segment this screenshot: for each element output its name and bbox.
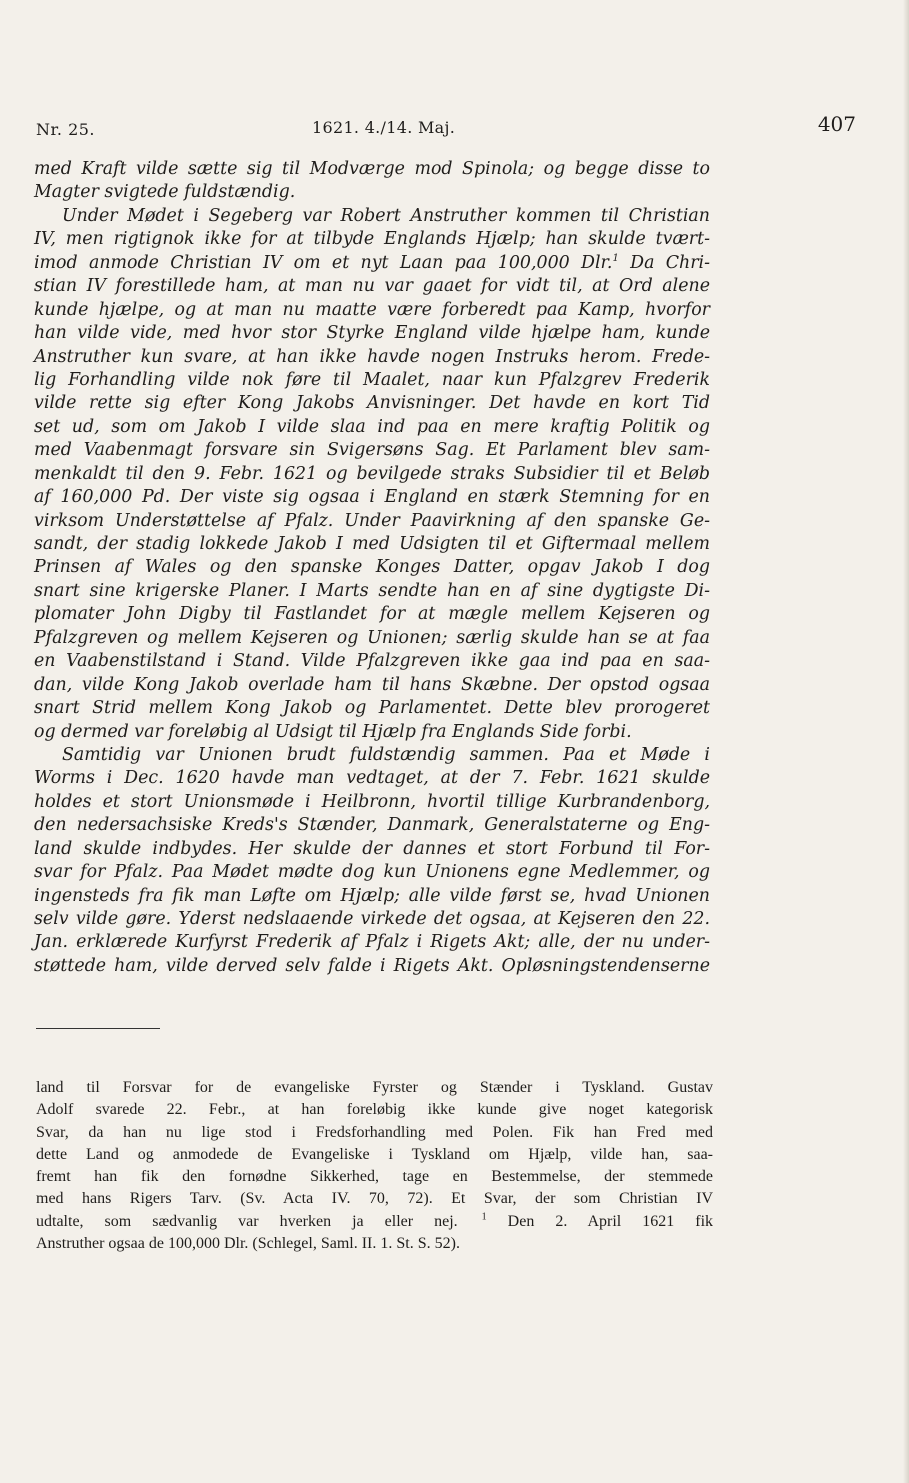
text-line: snart sine krigerske Planer. I Marts sendte han en af sine dygtigste Di- bbox=[34, 580, 710, 601]
running-header bbox=[36, 112, 856, 142]
footnote-line: Svar, da han nu lige stod i Fredsforhandling med Polen. Fik han Fred med bbox=[36, 1123, 713, 1141]
text-line bbox=[34, 252, 710, 275]
text-line: stian IV forestillede ham, at man nu var gaaet for vidt til, at Ord alene bbox=[34, 276, 710, 297]
header-date: 1621. 4./14. Maj. bbox=[312, 118, 456, 137]
text-segment: Den 2. April 1621 fik bbox=[507, 1212, 714, 1230]
text-line: Samtidig var Unionen brudt fuldstændig sammen. Paa et Møde i bbox=[62, 744, 710, 765]
footnote-line: Adolf svarede 22. Febr., at han foreløbig ikke kunde give noget kategorisk bbox=[36, 1101, 713, 1119]
footnote-line: med hans Rigers Tarv. (Sv. Acta IV. 70, 72). Et Svar, der som Christian IV bbox=[36, 1190, 713, 1208]
text-line: virksom Understøttelse af Pfalz. Under Paavirkning af den spanske Ge- bbox=[34, 510, 710, 531]
text-line: Pfalzgreven og mellem Kejseren og Unionen; særlig skulde han se at faa bbox=[34, 627, 710, 648]
text-line: IV, men rigtignok ikke for at tilbyde Englands Hjælp; han skulde tvært- bbox=[34, 229, 710, 250]
footnote-line: Anstruther ogsaa de 100,000 Dlr. (Schlegel, Saml. II. 1. St. S. 52). bbox=[36, 1235, 460, 1253]
issue-number: Nr. 25. bbox=[36, 120, 96, 139]
text-line: sandt, der stadig lokkede Jakob I med Udsigten til et Giftermaal mellem bbox=[34, 534, 710, 554]
footnote-line: fremt han fik den fornødne Sikkerhed, tage en Bestemmelse, der stemmede bbox=[36, 1168, 713, 1186]
text-line: lig Forhandling vilde nok føre til Maalet, naar kun Pfalzgrev Frederik bbox=[34, 369, 710, 390]
text-line: Prinsen af Wales og den spanske Konges Datter, opgav Jakob I dog bbox=[34, 557, 710, 578]
text-line: og dermed var foreløbig al Udsigt til Hjælp fra Englands Side forbi. bbox=[34, 721, 632, 742]
text-line: snart Strid mellem Kong Jakob og Parlamentet. Dette blev prorogeret bbox=[34, 698, 710, 719]
footnote-marker: 1 bbox=[481, 1211, 487, 1223]
text-line: Jan. erklærede Kurfyrst Frederik af Pfalz i Rigets Akt; alle, der nu under- bbox=[34, 932, 710, 953]
text-line: Magter svigtede fuldstændig. bbox=[34, 182, 296, 203]
text-line: plomater John Digby til Fastlandet for at mægle mellem Kejseren og bbox=[34, 604, 710, 625]
text-segment: imod anmode Christian IV om et nyt Laan paa 100,000 Dlr. bbox=[34, 252, 613, 273]
text-line: kunde hjælpe, og at man nu maatte være forberedt paa Kamp, hvorfor bbox=[34, 299, 710, 320]
text-line: selv vilde gøre. Yderst nedslaaende virkede det ogsaa, at Kejseren den 22. bbox=[34, 909, 710, 929]
text-line: han vilde vide, med hvor stor Styrke England vilde hjælpe ham, kunde bbox=[34, 323, 710, 344]
text-line: af 160,000 Pd. Der viste sig ogsaa i England en stærk Stemning for en bbox=[34, 487, 710, 508]
text-line: Worms i Dec. 1620 havde man vedtaget, at der 7. Febr. 1621 skulde bbox=[34, 768, 710, 789]
text-line: menkaldt til den 9. Febr. 1621 og bevilgede straks Subsidier til et Beløb bbox=[34, 463, 710, 484]
footnote-line: land til Forsvar for de evangeliske Fyrster og Stænder i Tyskland. Gustav bbox=[36, 1079, 713, 1096]
text-line: dan, vilde Kong Jakob overlade ham til hans Skæbne. Der opstod ogsaa bbox=[34, 674, 710, 695]
text-line: set ud, som om Jakob I vilde slaa ind paa en mere kraftig Politik og bbox=[34, 416, 710, 437]
text-segment: udtalte, som sædvanlig var hverken ja eller nej. bbox=[36, 1212, 458, 1230]
footnote-line: dette Land og anmodede de Evangeliske i Tyskland om Hjælp, vilde han, saa- bbox=[36, 1145, 713, 1163]
page-edge bbox=[903, 0, 909, 1483]
text-line: Anstruther kun svare, at han ikke havde nogen Instruks herom. Frede- bbox=[34, 346, 710, 367]
page-number: 407 bbox=[817, 112, 856, 136]
text-line: Under Mødet i Segeberg var Robert Anstruther kommen til Christian bbox=[62, 205, 710, 226]
text-line: den nedersachsiske Kreds's Stænder, Danmark, Generalstaterne og Eng- bbox=[34, 815, 710, 836]
footnote-line bbox=[36, 1211, 713, 1233]
text-line: svar for Pfalz. Paa Mødet mødte dog kun Unionens egne Medlemmer, og bbox=[34, 862, 710, 883]
text-line: en Vaabenstilstand i Stand. Vilde Pfalzgreven ikke gaa ind paa en saa- bbox=[34, 651, 710, 672]
text-segment: Da Chri- bbox=[630, 252, 710, 273]
text-line: med Vaabenmagt forsvare sin Svigersøns Sag. Et Parlament blev sam- bbox=[34, 440, 710, 461]
text-line: med Kraft vilde sætte sig til Modværge mod Spinola; og begge disse to bbox=[34, 159, 710, 179]
footnote-separator bbox=[36, 1028, 160, 1029]
text-line: vilde rette sig efter Kong Jakobs Anvisninger. Det havde en kort Tid bbox=[34, 393, 710, 414]
footnote-marker: 1 bbox=[612, 252, 619, 264]
text-line: land skulde indbydes. Her skulde der dannes et stort Forbund til For- bbox=[34, 838, 710, 859]
text-line: ingensteds fra fik man Løfte om Hjælp; alle vilde først se, hvad Unionen bbox=[34, 885, 710, 906]
main-text bbox=[34, 158, 710, 978]
text-line: støttede ham, vilde derved selv falde i Rigets Akt. Opløsningstendenserne bbox=[34, 955, 710, 976]
footnotes bbox=[36, 1077, 713, 1255]
text-line: holdes et stort Unionsmøde i Heilbronn, hvortil tillige Kurbrandenborg, bbox=[34, 791, 710, 812]
